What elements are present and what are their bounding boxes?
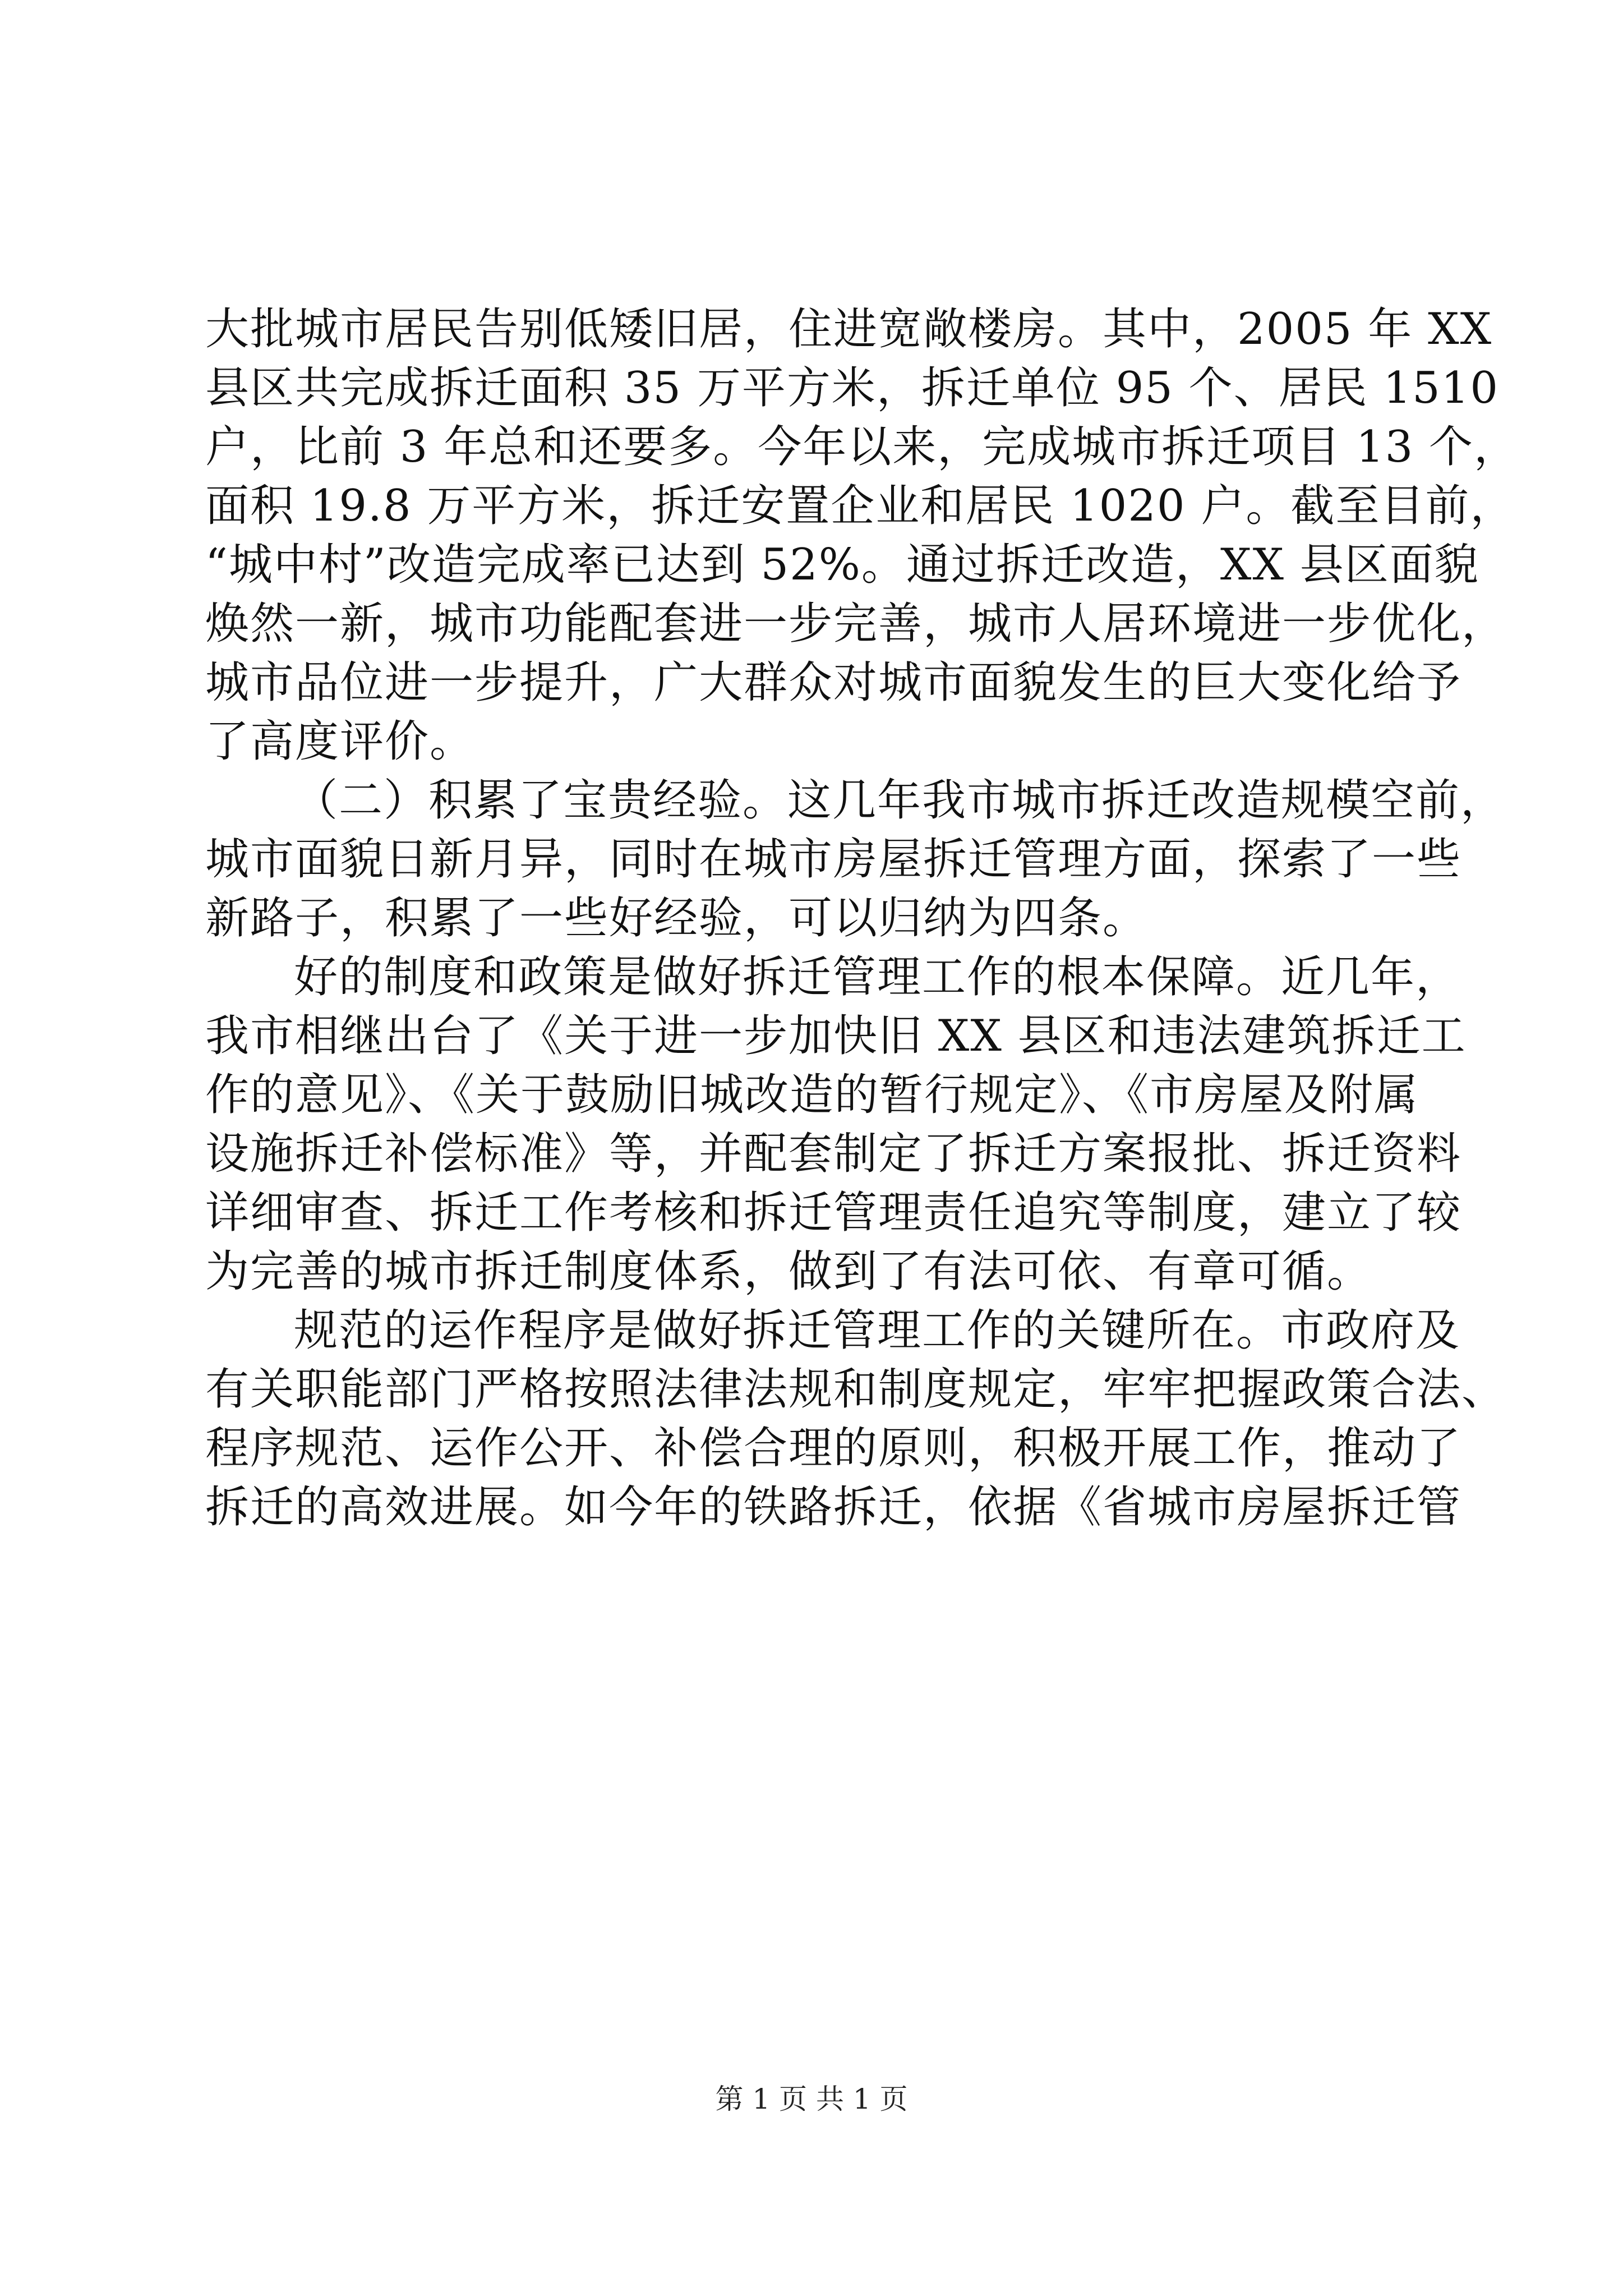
text-line: 城市品位进一步提升，广大群众对城市面貌发生的巨大变化给予	[205, 657, 1462, 708]
text-line: 为完善的城市拆迁制度体系，做到了有法可依、有章可循。	[205, 1246, 1372, 1297]
text-line: 新路子，积累了一些好经验，可以归纳为四条。	[205, 893, 1148, 944]
text-line: 大批城市居民告别低矮旧居，住进宽敞楼房。其中，2005 年 XX	[205, 304, 1493, 355]
paragraph-start-line: （二）积累了宝贵经验。这几年我市城市拆迁改造规模空前，	[294, 775, 1506, 826]
text-line: 拆迁的高效进展。如今年的铁路拆迁，依据《省城市房屋拆迁管	[205, 1482, 1462, 1533]
document-body	[205, 300, 1519, 1537]
text-line: 作的意见》、《关于鼓励旧城改造的暂行规定》、《市房屋及附属	[205, 1070, 1419, 1120]
paragraph-start-line: 规范的运作程序是做好拆迁管理工作的关键所在。市政府及	[294, 1305, 1461, 1356]
paragraph-start-line: 好的制度和政策是做好拆迁管理工作的根本保障。近几年，	[294, 952, 1461, 1002]
text-line: 了高度评价。	[205, 716, 475, 767]
text-line: 县区共完成拆迁面积 35 万平方米，拆迁单位 95 个、居民 1510	[205, 363, 1499, 413]
text-line: 我市相继出台了《关于进一步加快旧 XX 县区和违法建筑拆迁工	[205, 1011, 1467, 1061]
text-line: 户，比前 3 年总和还要多。今年以来，完成城市拆迁项目 13 个，	[205, 422, 1519, 472]
text-line: 程序规范、运作公开、补偿合理的原则，积极开展工作，推动了	[205, 1423, 1462, 1474]
text-line: 详细审查、拆迁工作考核和拆迁管理责任追究等制度，建立了较	[205, 1188, 1462, 1238]
text-line: “城中村”改造完成率已达到 52%。通过拆迁改造，XX 县区面貌	[205, 540, 1479, 590]
text-line: 焕然一新，城市功能配套进一步完善，城市人居环境进一步优化，	[205, 599, 1507, 649]
text-line: 设施拆迁补偿标准》等，并配套制定了拆迁方案报批、拆迁资料	[205, 1129, 1462, 1179]
text-line: 城市面貌日新月异，同时在城市房屋拆迁管理方面，探索了一些	[205, 834, 1462, 885]
text-line: 面积 19.8 万平方米，拆迁安置企业和居民 1020 户。截至目前，	[205, 481, 1515, 531]
text-line: 有关职能部门严格按照法律法规和制度规定，牢牢把握政策合法、	[205, 1364, 1507, 1415]
page-footer: 第 1 页 共 1 页	[715, 2083, 908, 2115]
